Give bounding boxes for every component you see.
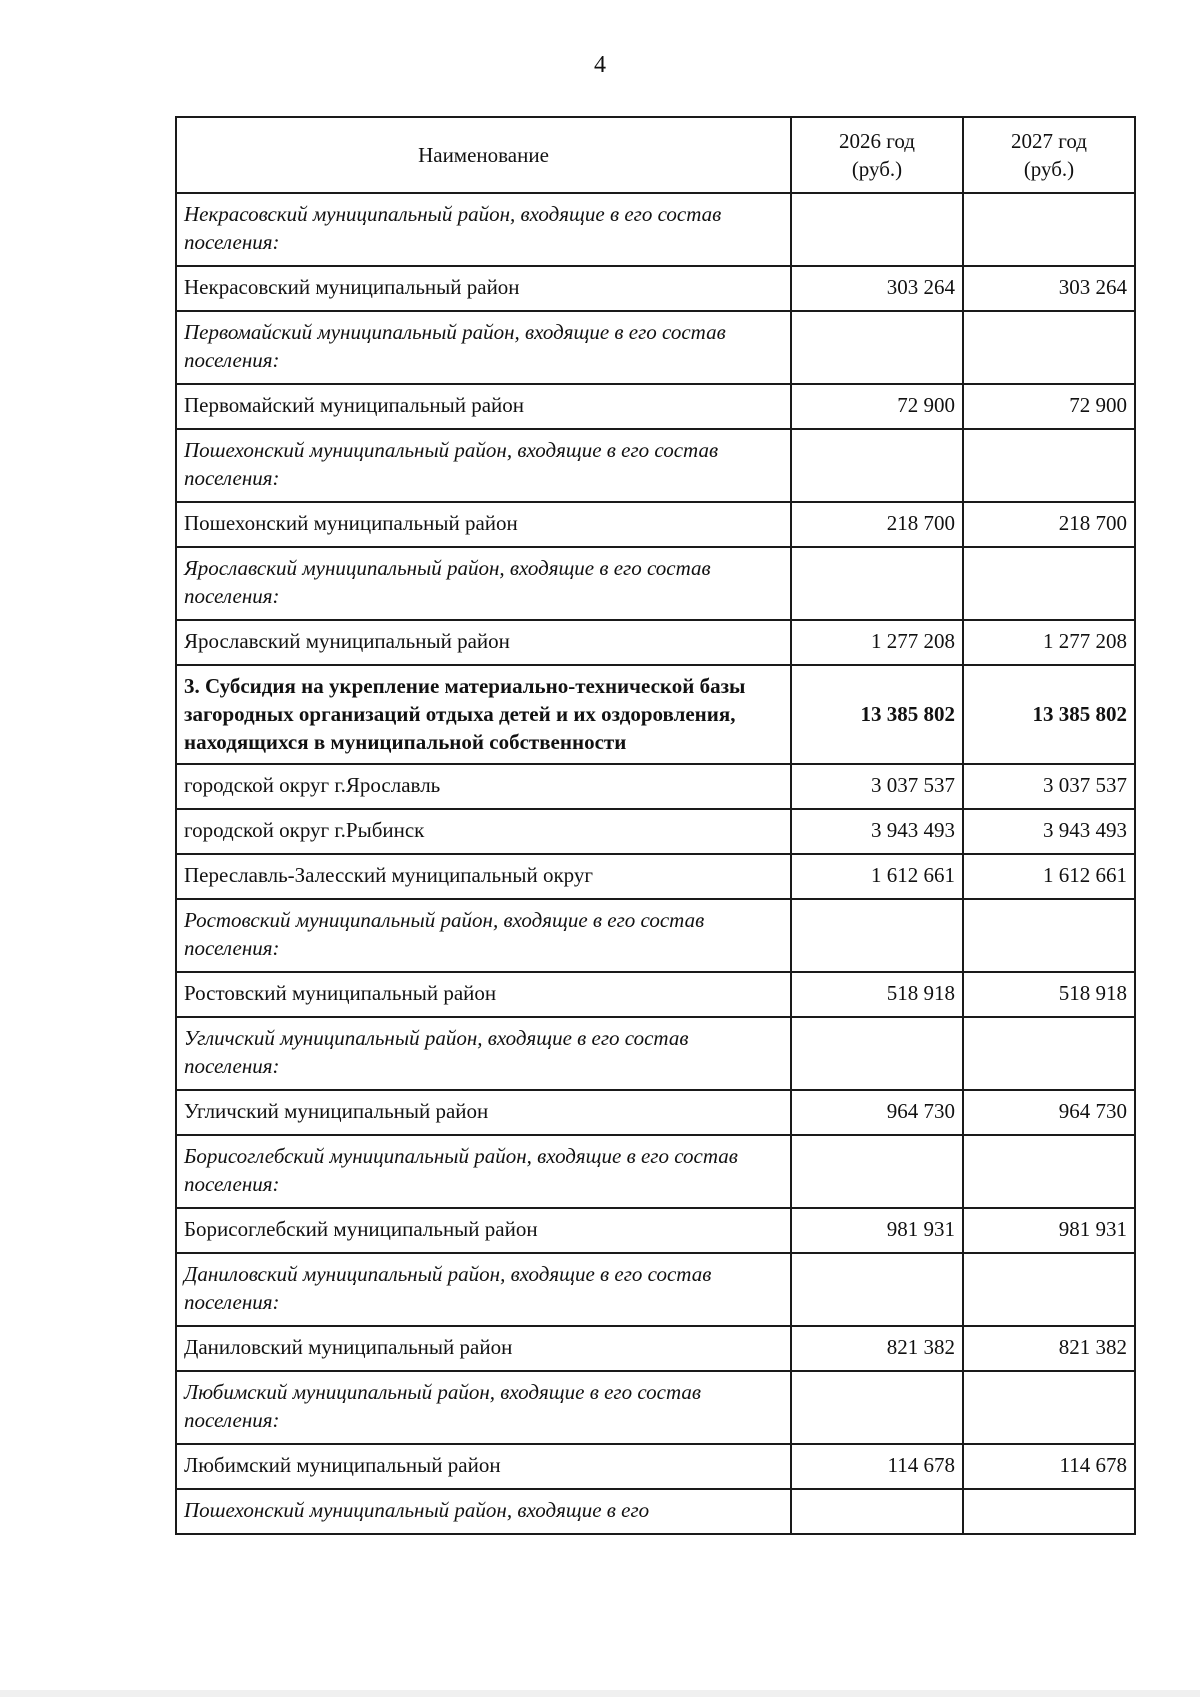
table-row (176, 311, 1135, 384)
row-2027-cell (963, 1253, 1135, 1326)
row-name-cell: Любимский муниципальный район (176, 1444, 791, 1489)
row-name-cell: Даниловский муниципальный район, входящие в его состав поселения: (176, 1253, 791, 1326)
row-2027-cell: 1 277 208 (963, 620, 1135, 665)
row-2026-cell (791, 1017, 963, 1090)
row-name-cell: Ростовский муниципальный район (176, 972, 791, 1017)
row-2026-cell: 518 918 (791, 972, 963, 1017)
row-name-cell: Первомайский муниципальный район, входящие в его состав поселения: (176, 311, 791, 384)
row-2026-cell: 303 264 (791, 266, 963, 311)
row-name-cell: Пошехонский муниципальный район, входящие в его состав поселения: (176, 429, 791, 502)
row-2027-cell (963, 899, 1135, 972)
row-2027-cell: 821 382 (963, 1326, 1135, 1371)
row-name-cell: городской округ г.Ярославль (176, 764, 791, 809)
row-2027-cell (963, 1371, 1135, 1444)
table-row (176, 1090, 1135, 1135)
row-2026-cell: 218 700 (791, 502, 963, 547)
row-2027-cell (963, 1489, 1135, 1534)
table-row (176, 764, 1135, 809)
row-name-cell: Борисоглебский муниципальный район, входящие в его состав поселения: (176, 1135, 791, 1208)
row-2026-cell: 981 931 (791, 1208, 963, 1253)
table-row (176, 665, 1135, 764)
table-row (176, 1135, 1135, 1208)
row-2026-cell: 13 385 802 (791, 665, 963, 764)
row-2026-cell: 72 900 (791, 384, 963, 429)
row-name-cell: Некрасовский муниципальный район, входящие в его состав поселения: (176, 193, 791, 266)
table-row (176, 854, 1135, 899)
row-2027-cell: 303 264 (963, 266, 1135, 311)
table-row (176, 502, 1135, 547)
header-name: Наименование (176, 117, 791, 193)
table-row (176, 1444, 1135, 1489)
row-2027-cell: 1 612 661 (963, 854, 1135, 899)
row-2026-cell: 114 678 (791, 1444, 963, 1489)
row-2026-cell: 964 730 (791, 1090, 963, 1135)
table-row (176, 1017, 1135, 1090)
row-2027-cell: 518 918 (963, 972, 1135, 1017)
table-row (176, 620, 1135, 665)
row-name-cell: городской округ г.Рыбинск (176, 809, 791, 854)
row-name-cell: Угличский муниципальный район, входящие в его состав поселения: (176, 1017, 791, 1090)
row-2027-cell: 114 678 (963, 1444, 1135, 1489)
page-number: 4 (594, 52, 606, 78)
row-2026-cell (791, 193, 963, 266)
row-2027-cell (963, 193, 1135, 266)
row-2027-cell: 964 730 (963, 1090, 1135, 1135)
row-name-cell: Угличский муниципальный район (176, 1090, 791, 1135)
row-name-cell: Пошехонский муниципальный район, входящие в его (176, 1489, 791, 1534)
table-row (176, 1371, 1135, 1444)
row-name-cell: Ярославский муниципальный район, входящие в его состав поселения: (176, 547, 791, 620)
row-2026-cell (791, 547, 963, 620)
row-2026-cell (791, 1253, 963, 1326)
row-name-cell: Пошехонский муниципальный район (176, 502, 791, 547)
row-2027-cell (963, 1135, 1135, 1208)
row-2027-cell: 3 943 493 (963, 809, 1135, 854)
table-row (176, 193, 1135, 266)
row-name-cell: Переславль-Залесский муниципальный округ (176, 854, 791, 899)
row-2026-cell (791, 899, 963, 972)
table-row (176, 809, 1135, 854)
scan-edge (0, 1690, 1200, 1697)
header-year-2027: 2027 год (руб.) (963, 117, 1135, 193)
row-name-cell: Некрасовский муниципальный район (176, 266, 791, 311)
row-2027-cell (963, 1017, 1135, 1090)
row-name-cell: 3. Субсидия на укрепление материально-технической базы загородных организаций отдыха детей и их оздоровления, находящихся в муниципальной собственности (176, 665, 791, 764)
table-header-row (176, 117, 1135, 193)
row-name-cell: Борисоглебский муниципальный район (176, 1208, 791, 1253)
row-name-cell: Ростовский муниципальный район, входящие в его состав поселения: (176, 899, 791, 972)
row-2026-cell (791, 1489, 963, 1534)
row-2026-cell: 3 943 493 (791, 809, 963, 854)
row-2027-cell (963, 429, 1135, 502)
row-2026-cell: 821 382 (791, 1326, 963, 1371)
row-2027-cell: 218 700 (963, 502, 1135, 547)
header-year-2026: 2026 год (руб.) (791, 117, 963, 193)
row-2027-cell: 72 900 (963, 384, 1135, 429)
budget-table (175, 116, 1136, 1535)
row-2027-cell: 13 385 802 (963, 665, 1135, 764)
row-2026-cell (791, 1135, 963, 1208)
table-row (176, 429, 1135, 502)
row-name-cell: Ярославский муниципальный район (176, 620, 791, 665)
row-2026-cell (791, 311, 963, 384)
table-row (176, 384, 1135, 429)
table-body (176, 193, 1135, 1534)
table-row (176, 1326, 1135, 1371)
table-row (176, 1253, 1135, 1326)
table-row (176, 899, 1135, 972)
table-row (176, 1489, 1135, 1534)
row-2026-cell (791, 1371, 963, 1444)
row-2026-cell: 1 277 208 (791, 620, 963, 665)
table-row (176, 266, 1135, 311)
table-row (176, 1208, 1135, 1253)
row-name-cell: Даниловский муниципальный район (176, 1326, 791, 1371)
row-2026-cell: 3 037 537 (791, 764, 963, 809)
row-2026-cell (791, 429, 963, 502)
row-2026-cell: 1 612 661 (791, 854, 963, 899)
row-2027-cell: 3 037 537 (963, 764, 1135, 809)
row-name-cell: Первомайский муниципальный район (176, 384, 791, 429)
row-2027-cell: 981 931 (963, 1208, 1135, 1253)
table-row (176, 972, 1135, 1017)
row-2027-cell (963, 311, 1135, 384)
table-row (176, 547, 1135, 620)
row-2027-cell (963, 547, 1135, 620)
row-name-cell: Любимский муниципальный район, входящие в его состав поселения: (176, 1371, 791, 1444)
